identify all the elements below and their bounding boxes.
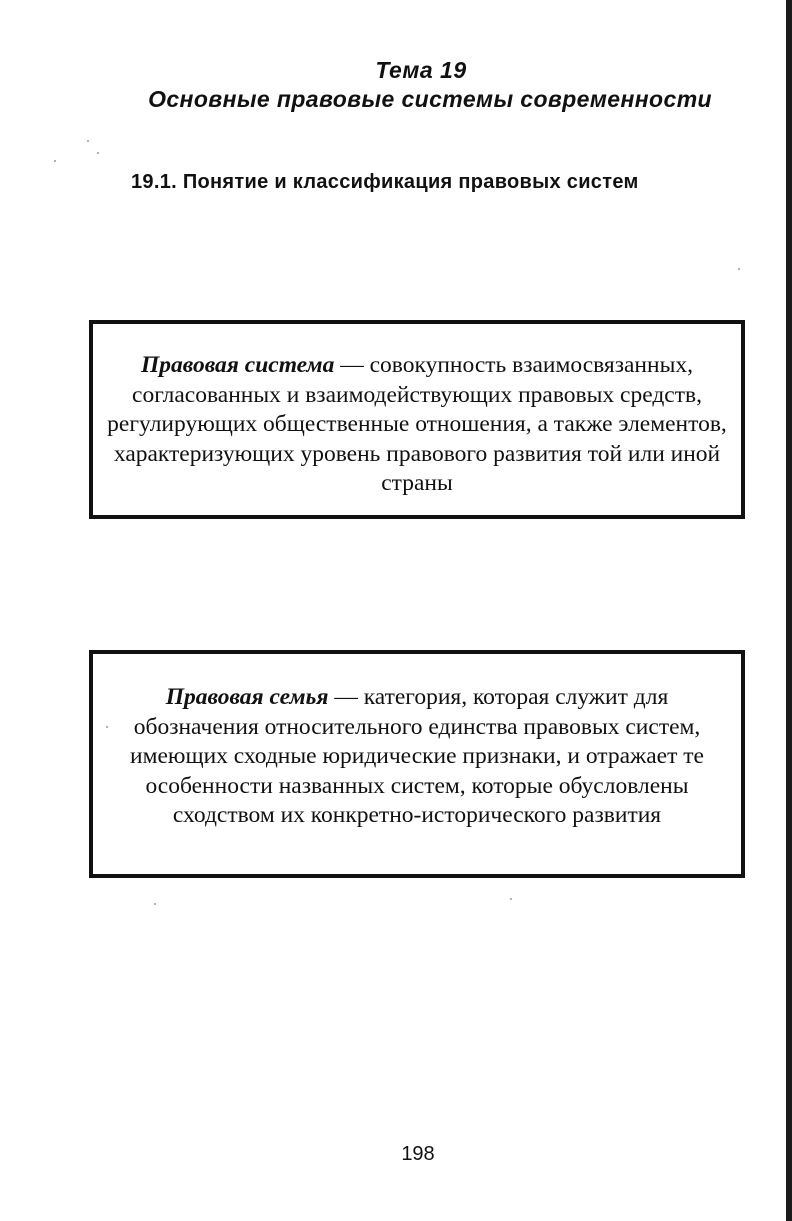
page-number: 198 — [401, 1143, 435, 1165]
definition-term: Правовая система — [140, 352, 335, 378]
scan-speck — [510, 898, 512, 900]
definition-dash: — — [334, 352, 370, 378]
definition-term: Правовая семья — [165, 684, 329, 710]
scan-speck — [54, 160, 56, 162]
definition-text — [107, 351, 727, 499]
section-heading: 19.1. Понятие и классификация правовых систем — [131, 171, 639, 193]
scan-speck — [738, 268, 740, 270]
definition-box-legal-system — [89, 320, 745, 519]
definition-body: совокупность взаимосвязанных, согласованных и взаимодействующих правовых средств, регулирующих общественные отношения, а также элементов, характеризующих уровень правового развития той или иной страны — [107, 352, 727, 496]
scan-speck — [87, 140, 89, 142]
page-edge-shadow — [786, 0, 792, 1221]
scan-speck — [154, 903, 156, 905]
definition-box-legal-family — [89, 650, 745, 878]
definition-dash: — — [328, 684, 364, 710]
scan-speck — [106, 726, 108, 728]
topic-number: Тема 19 — [375, 57, 467, 83]
topic-title: Основные правовые системы современности — [148, 86, 712, 112]
definition-text — [107, 683, 727, 831]
definition-body: категория, которая служит для обозначения относительного единства правовых систем, имеющих сходные юридические признаки, и отражает те особенности названных систем, которые обусловлены сходством их конкретно-исторического развития — [130, 684, 704, 828]
scan-speck — [97, 152, 99, 154]
